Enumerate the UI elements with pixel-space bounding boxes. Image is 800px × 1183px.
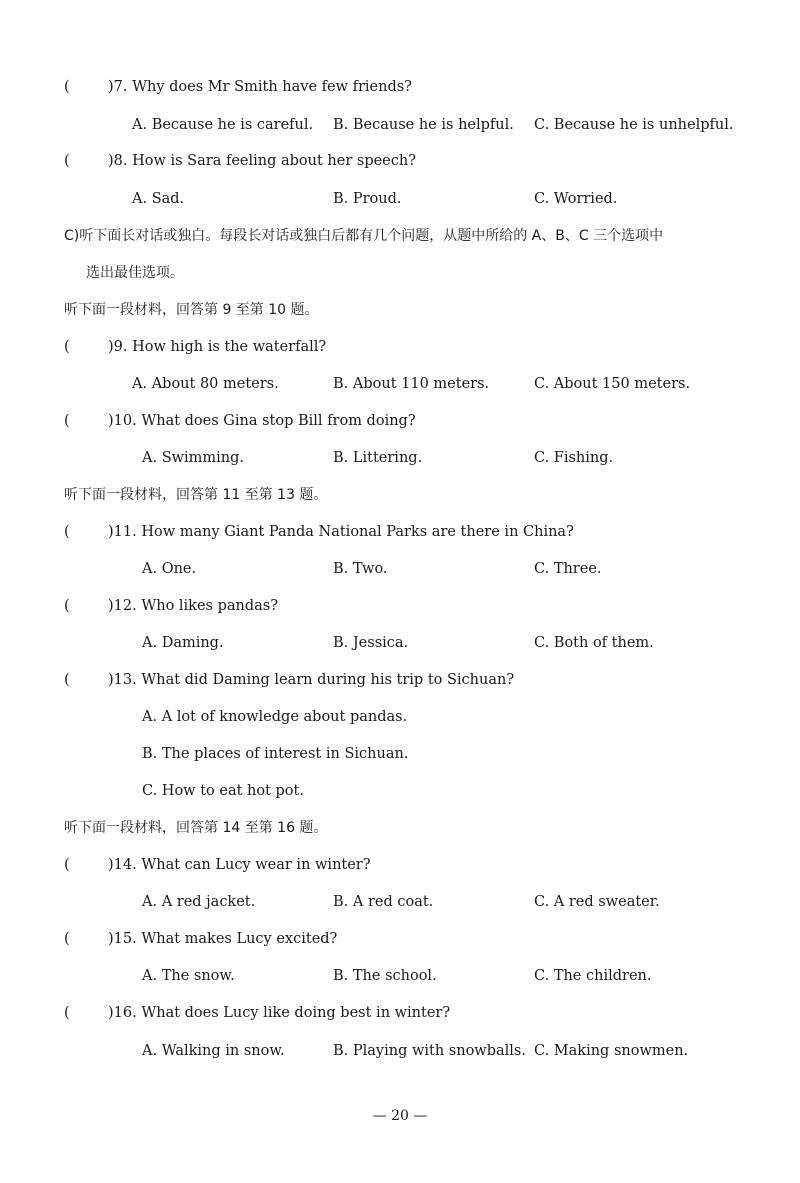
question-text: )12. Who likes pandas? bbox=[108, 598, 279, 614]
option-c[interactable]: C. About 150 meters. bbox=[534, 376, 691, 392]
option-c[interactable]: C. Worried. bbox=[534, 191, 618, 207]
answer-paren[interactable]: ( bbox=[64, 598, 70, 614]
option-b[interactable]: B. Playing with snowballs. bbox=[333, 1043, 526, 1059]
instruction-q14-16: 听下面一段材料，回答第 14 至第 16 题。 bbox=[64, 820, 328, 836]
page-number: — 20 — bbox=[372, 1108, 428, 1124]
question-text: )8. How is Sara feeling about her speech? bbox=[108, 153, 416, 169]
option-c[interactable]: C. The children. bbox=[534, 968, 652, 984]
question-text: )16. What does Lucy like doing best in winter? bbox=[108, 1005, 451, 1021]
option-c[interactable]: C. Both of them. bbox=[534, 635, 654, 651]
option-a[interactable]: A. Swimming. bbox=[142, 450, 245, 466]
option-a[interactable]: A. The snow. bbox=[142, 968, 235, 984]
option-a[interactable]: A. Walking in snow. bbox=[142, 1043, 285, 1059]
option-c[interactable]: C. Fishing. bbox=[534, 450, 614, 466]
section-c-instruction: C)听下面长对话或独白。每段长对话或独白后都有几个问题，从题中所给的 A、B、C 三个选项中 bbox=[64, 228, 664, 244]
answer-paren[interactable]: ( bbox=[64, 524, 70, 540]
answer-paren[interactable]: ( bbox=[64, 339, 70, 355]
option-c[interactable]: C. Making snowmen. bbox=[534, 1043, 689, 1059]
answer-paren[interactable]: ( bbox=[64, 153, 70, 169]
answer-paren[interactable]: ( bbox=[64, 857, 70, 873]
option-a[interactable]: A. One. bbox=[142, 561, 197, 577]
section-c-instruction-cont: 选出最佳选项。 bbox=[86, 265, 184, 281]
option-c[interactable]: C. How to eat hot pot. bbox=[142, 783, 304, 799]
answer-paren[interactable]: ( bbox=[64, 672, 70, 688]
question-text: )11. How many Giant Panda National Parks are there in China? bbox=[108, 524, 574, 540]
option-a[interactable]: A. Because he is careful. bbox=[132, 117, 314, 133]
option-b[interactable]: B. Because he is helpful. bbox=[333, 117, 514, 133]
option-c[interactable]: C. Three. bbox=[534, 561, 602, 577]
answer-paren[interactable]: ( bbox=[64, 1005, 70, 1021]
option-c[interactable]: C. A red sweater. bbox=[534, 894, 660, 910]
option-a[interactable]: A. A red jacket. bbox=[142, 894, 256, 910]
question-text: )15. What makes Lucy excited? bbox=[108, 931, 338, 947]
question-text: )9. How high is the waterfall? bbox=[108, 339, 327, 355]
question-text: )10. What does Gina stop Bill from doing? bbox=[108, 413, 416, 429]
option-b[interactable]: B. Two. bbox=[333, 561, 388, 577]
option-a[interactable]: A. About 80 meters. bbox=[132, 376, 279, 392]
question-text: )7. Why does Mr Smith have few friends? bbox=[108, 79, 412, 95]
option-b[interactable]: B. About 110 meters. bbox=[333, 376, 490, 392]
option-b[interactable]: B. Littering. bbox=[333, 450, 423, 466]
answer-paren[interactable]: ( bbox=[64, 413, 70, 429]
option-a[interactable]: A. Daming. bbox=[142, 635, 224, 651]
option-b[interactable]: B. The school. bbox=[333, 968, 437, 984]
option-b[interactable]: B. The places of interest in Sichuan. bbox=[142, 746, 409, 762]
option-c[interactable]: C. Because he is unhelpful. bbox=[534, 117, 734, 133]
option-a[interactable]: A. A lot of knowledge about pandas. bbox=[142, 709, 408, 725]
instruction-q9-10: 听下面一段材料，回答第 9 至第 10 题。 bbox=[64, 302, 319, 318]
answer-paren[interactable]: ( bbox=[64, 79, 70, 95]
question-text: )14. What can Lucy wear in winter? bbox=[108, 857, 371, 873]
option-b[interactable]: B. A red coat. bbox=[333, 894, 434, 910]
instruction-q11-13: 听下面一段材料，回答第 11 至第 13 题。 bbox=[64, 487, 328, 503]
question-text: )13. What did Daming learn during his trip to Sichuan? bbox=[108, 672, 515, 688]
option-b[interactable]: B. Proud. bbox=[333, 191, 402, 207]
answer-paren[interactable]: ( bbox=[64, 931, 70, 947]
option-a[interactable]: A. Sad. bbox=[132, 191, 185, 207]
option-b[interactable]: B. Jessica. bbox=[333, 635, 409, 651]
